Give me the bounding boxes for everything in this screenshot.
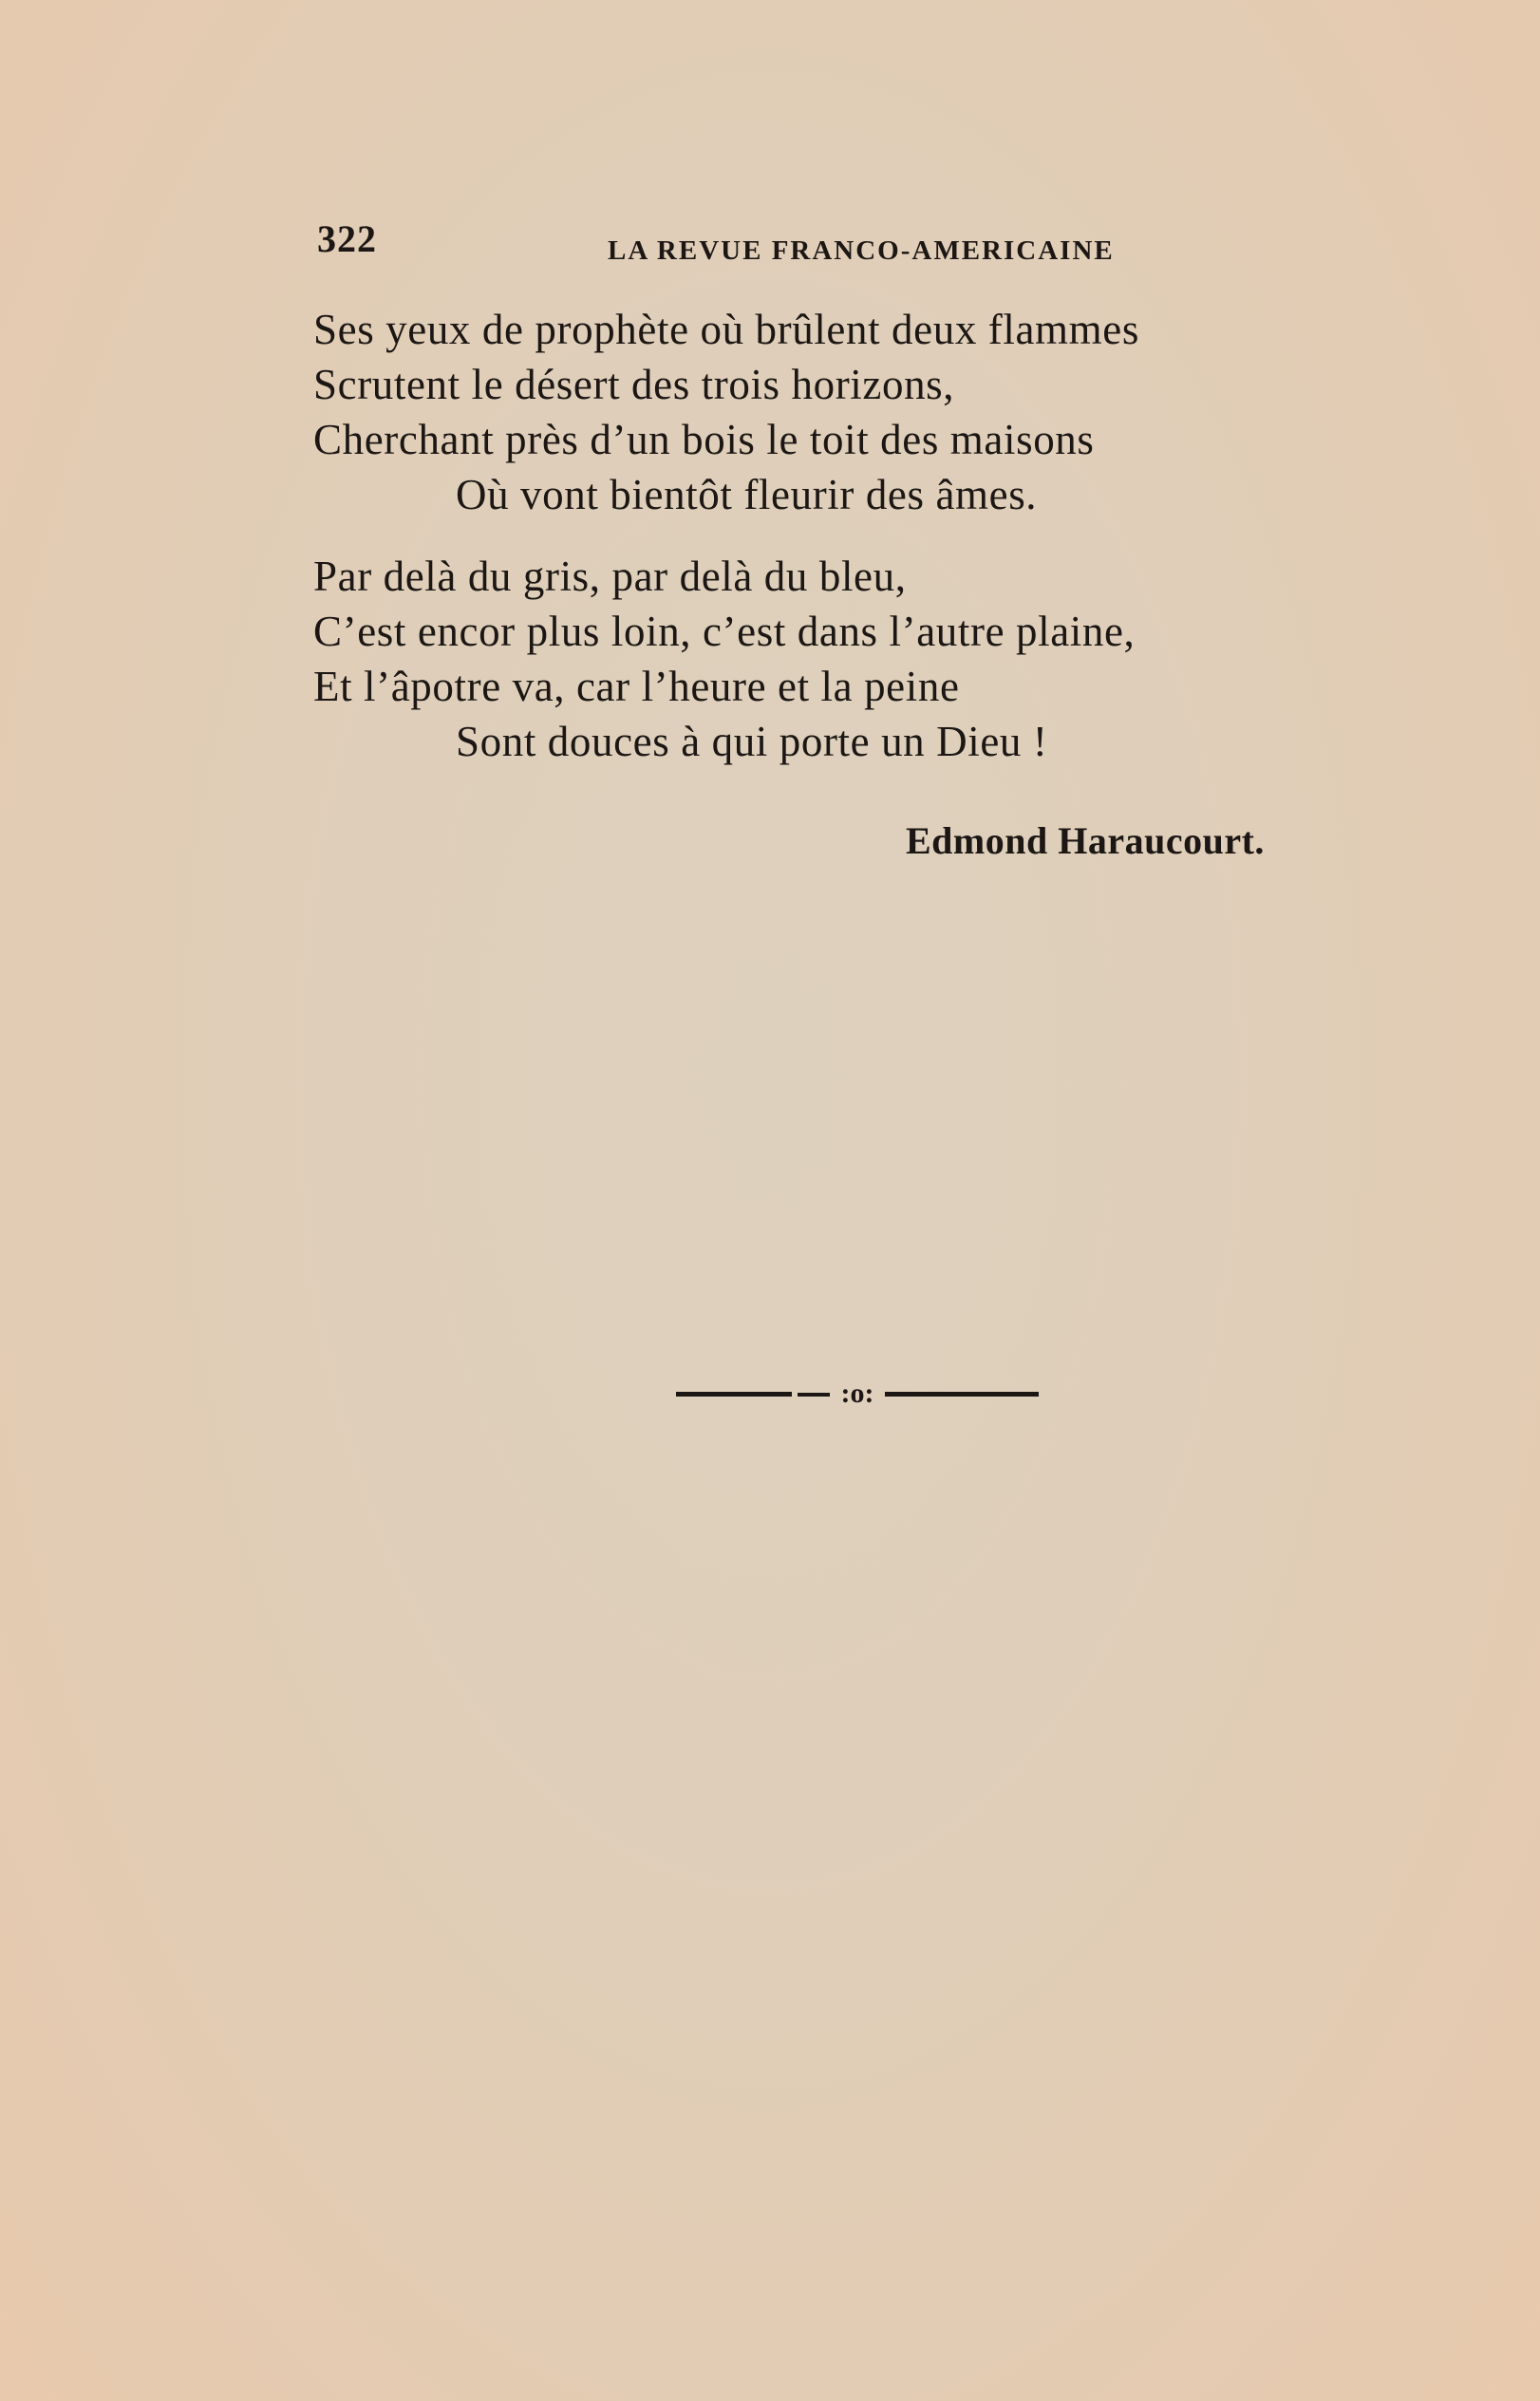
poem-line: Sont douces à qui porte un Dieu ! <box>456 718 1048 765</box>
ornament-center: :o: <box>840 1378 874 1409</box>
ornament-rule <box>676 1377 1039 1411</box>
ornament-line-right <box>885 1392 1039 1397</box>
page-number: 322 <box>317 217 377 260</box>
stanza-1 <box>313 302 1358 522</box>
poem-line: C’est encor plus loin, c’est dans l’autre plaine, <box>313 608 1136 655</box>
poem-line: Cherchant près d’un bois le toit des maisons <box>313 416 1095 463</box>
stanza-2 <box>313 549 1358 769</box>
poem-line: Par delà du gris, par delà du bleu, <box>313 553 907 600</box>
author-signature: Edmond Haraucourt. <box>906 819 1265 862</box>
running-head: LA REVUE FRANCO-AMERICAINE <box>608 235 1115 266</box>
poem-line: Ses yeux de prophète où brûlent deux flammes <box>313 306 1139 353</box>
ornament-line-left <box>676 1392 792 1397</box>
ornament-dash-left <box>798 1393 830 1397</box>
poem-line: Scrutent le désert des trois horizons, <box>313 361 955 408</box>
poem-line: Où vont bientôt fleurir des âmes. <box>456 471 1038 518</box>
poem <box>313 302 1358 796</box>
poem-line: Et l’âpotre va, car l’heure et la peine <box>313 663 960 710</box>
page-header <box>0 216 1540 273</box>
